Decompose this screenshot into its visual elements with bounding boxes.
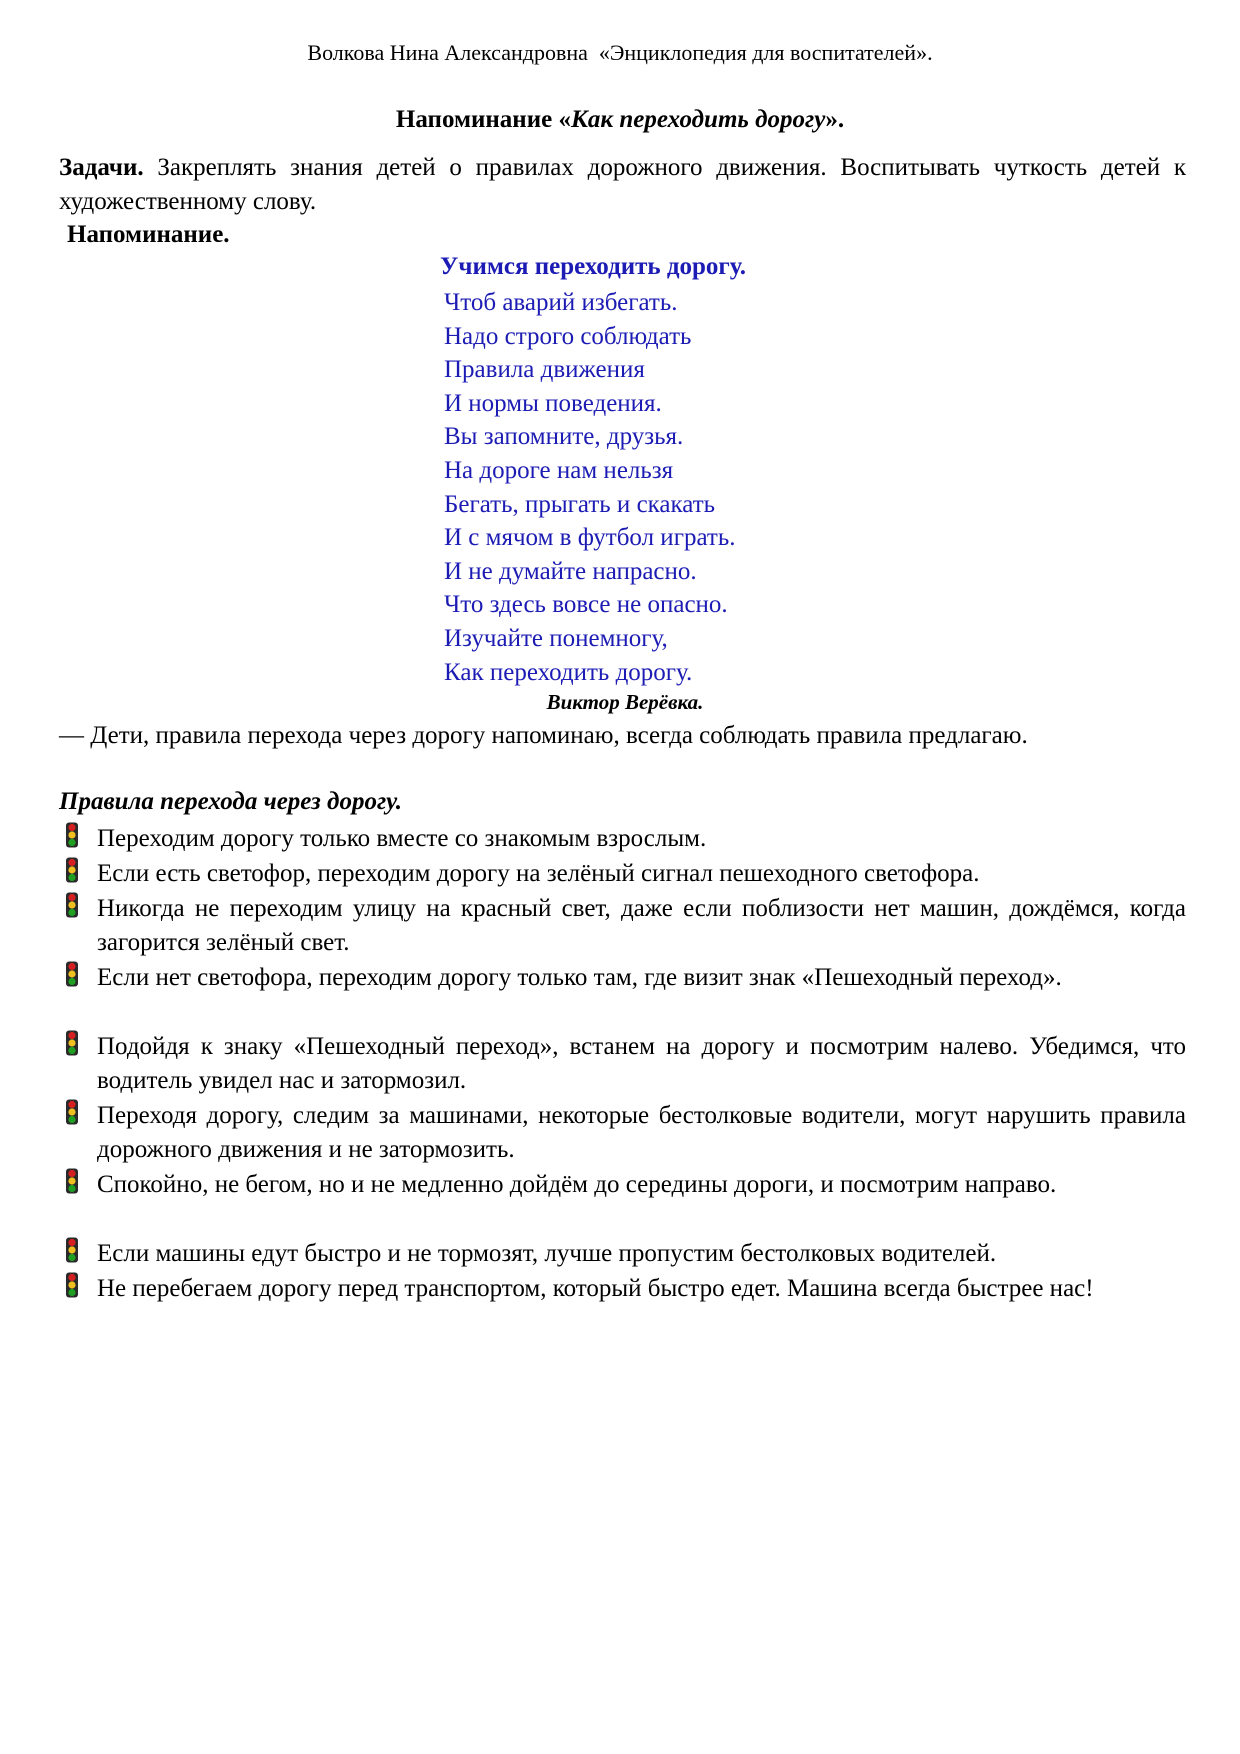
page-title [0, 106, 1240, 134]
poem-line: Правила движения [444, 356, 645, 384]
rule-text: Переходим дорогу только вместе со знакомым взрослым. [97, 825, 707, 852]
traffic-light-icon [64, 1168, 80, 1194]
intro-paragraph: — Дети, правила перехода через дорогу напоминаю, всегда соблюдать правила предлагаю. [59, 722, 1028, 749]
title-prefix: Напоминание « [395, 106, 571, 133]
rule-item [59, 857, 1186, 891]
rule-item [59, 822, 1186, 856]
rules-title: Правила перехода через дорогу. [59, 788, 402, 815]
reminder-label: Напоминание. [67, 221, 230, 248]
title-emphasis: Как переходить дорогу [570, 106, 826, 133]
poem-line: И нормы поведения. [444, 389, 662, 417]
poem-line: И не думайте напрасно. [444, 557, 697, 585]
traffic-light-icon [64, 892, 80, 918]
rule-item [59, 1030, 1186, 1098]
traffic-light-icon [64, 857, 80, 883]
traffic-light-icon [64, 822, 80, 848]
traffic-light-icon [64, 1030, 80, 1056]
rule-text: Никогда не переходим улицу на красный свет, даже если поблизости нет машин, дождёмся, когда загорится зелёный свет. [97, 895, 1186, 956]
rule-text: Если нет светофора, переходим дорогу только там, где визит знак «Пешеходный переход». [97, 964, 1062, 991]
rule-item [59, 892, 1186, 960]
poem-line: И с мячом в футбол играть. [444, 524, 736, 552]
traffic-light-icon [64, 1272, 80, 1298]
rule-text: Спокойно, не бегом, но и не медленно дойдём до середины дороги, и посмотрим направо. [97, 1171, 1057, 1198]
poem-title: Учимся переходить дорогу. [440, 253, 747, 280]
rule-item [59, 1168, 1186, 1202]
poem-author: Виктор Верёвка. [546, 690, 704, 714]
rule-item [59, 1272, 1186, 1306]
poem-line: Бегать, прыгать и скакать [444, 490, 716, 518]
rule-item [59, 1099, 1186, 1167]
tasks-label: Задачи. [59, 154, 144, 181]
poem [444, 286, 735, 689]
tasks-paragraph [59, 151, 1186, 219]
rule-text: Подойдя к знаку «Пешеходный переход», встанем на дорогу и посмотрим налево. Убедимся, что водитель увидел нас и затормозил. [97, 1033, 1186, 1094]
poem-line: Вы запомните, друзья. [444, 423, 684, 451]
traffic-light-icon [64, 961, 80, 987]
poem-line: Изучайте понемногу, [444, 624, 668, 652]
tasks-text: Закреплять знания детей о правилах дорожного движения. Воспитывать чуткость детей к художественному слову. [59, 154, 1186, 215]
rule-text: Переходя дорогу, следим за машинами, некоторые бестолковые водители, могут нарушить правила дорожного движения и не затормозить. [97, 1102, 1186, 1163]
traffic-light-icon [64, 1099, 80, 1125]
rule-text: Если машины едут быстро и не тормозят, лучше пропустим бестолковых водителей. [97, 1240, 997, 1267]
rule-text: Если есть светофор, переходим дорогу на зелёный сигнал пешеходного светофора. [97, 860, 980, 887]
rule-item [59, 961, 1186, 995]
traffic-light-icon [64, 1237, 80, 1263]
poem-line: Надо строго соблюдать [444, 322, 692, 350]
page-header: Волкова Нина Александровна «Энциклопедия для воспитателей». [307, 40, 933, 65]
title-suffix: ». [825, 106, 845, 133]
poem-line: На дороге нам нельзя [444, 456, 674, 484]
poem-line: Чтоб аварий избегать. [444, 289, 678, 316]
rule-item [59, 1237, 1186, 1271]
poem-line: Как переходить дорогу. [444, 658, 693, 686]
rule-text: Не перебегаем дорогу перед транспортом, который быстро едет. Машина всегда быстрее нас! [97, 1275, 1094, 1302]
poem-line: Что здесь вовсе не опасно. [444, 591, 728, 619]
